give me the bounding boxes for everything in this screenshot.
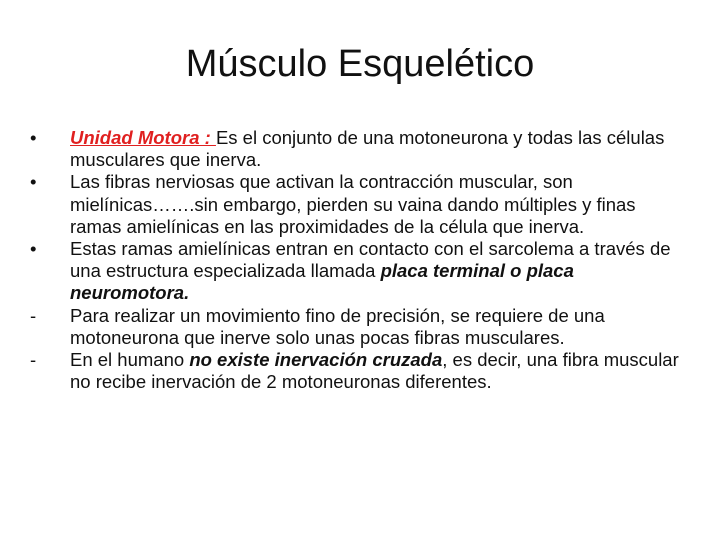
bullet-item-unidad-motora (30, 127, 690, 171)
bullet-marker: • (30, 238, 37, 260)
bullet-text: Es el conjunto de una motoneurona y todas las células musculares que inerva. (70, 127, 665, 171)
bullet-text: En el humano (70, 349, 190, 371)
bullet-text: Para realizar un movimiento fino de precisión, se requiere de una motoneurona que inerve solo unas pocas fibras musculares. (70, 304, 605, 348)
bullet-marker: • (30, 127, 37, 148)
bullet-text: Estas ramas amielínicas entran en contacto con el sarcolema a través de una estructura especializada llamada (70, 238, 671, 282)
term-unidad-motora: Unidad Motora : (70, 127, 216, 148)
bullet-list (30, 127, 690, 393)
bullet-item-movimiento-fino (30, 305, 690, 349)
bullet-item-ramas-amielinicas (30, 238, 690, 305)
bullet-text: Las fibras nerviosas que activan la contracción muscular, son mielínicas…….sin embargo, pierden su vaina dando múltiples y finas ramas amielínicas en las proximidades de la célula que inerva. (70, 171, 636, 237)
bullet-marker: - (30, 349, 37, 371)
bullet-marker: • (30, 171, 37, 193)
bullet-text-after: , es decir, una fibra muscular no recibe inervación de 2 motoneuronas diferentes. (70, 349, 679, 393)
term-placa-terminal: placa terminal o placa neuromotora. (70, 260, 574, 304)
bullet-item-inervacion-cruzada (30, 349, 690, 393)
bullet-item-fibras-nerviosas (30, 171, 690, 238)
bullet-marker: - (30, 304, 37, 326)
term-inervacion-cruzada: no existe inervación cruzada (189, 349, 443, 371)
slide-title: Músculo Esquelético (185, 43, 535, 85)
